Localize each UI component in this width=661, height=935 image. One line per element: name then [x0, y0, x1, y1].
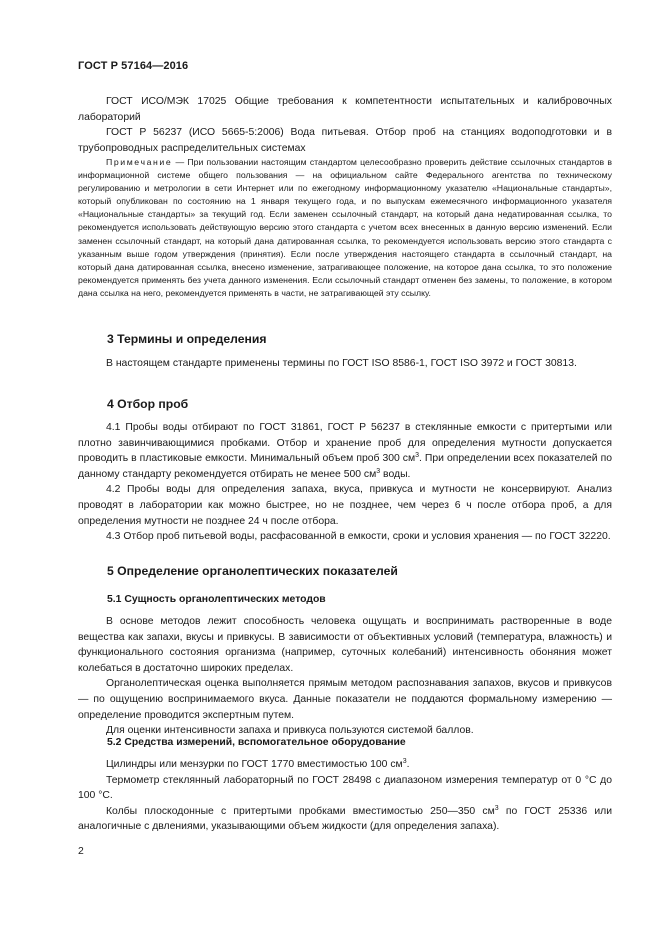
- subsection-5-1-body: [78, 614, 612, 739]
- paragraph-4-2: 4.2 Пробы воды для определения запаха, вкуса, привкуса и мутности не консервируют. Анализ проводят в лаборатории как можно быстрее, но не позднее, чем через 6 ч после отбора проб, а для определения мутности не позднее 24 ч после отбора.: [78, 484, 612, 527]
- paragraph: В основе методов лежит способность человека ощущать и воспринимать растворенные в воде вещества как запахи, вкусы и привкусы. В зависимости от объективных условий (температура, влажность) и функционального состояния организма (например, суточных колебаний) интенсивность обоняния может колебаться в достаточно широких пределах.: [78, 616, 612, 674]
- superscript: 3: [494, 804, 499, 812]
- note-label: Примечание: [106, 157, 173, 167]
- paragraph: [78, 804, 612, 835]
- paragraph-text: по ГОСТ 25336 или аналогичные с двлениями, указывающими объем жидкости (для определения запаха).: [78, 805, 612, 833]
- paragraph-4-1: [78, 420, 612, 482]
- paragraph-4-1-text: 4.1 Пробы воды отбирают по ГОСТ 31861, ГОСТ Р 56237 в стеклянные емкости с притертыми или плотно завинчивающимися пробками. Отбор и хранение проб для определения мутности допускается проводить в пластиковые емкости. Минимальный объем проб 300 см: [78, 422, 612, 465]
- paragraph: Органолептическая оценка выполняется прямым методом распознавания запахов, вкусов и привкусов — по ощущению воспринимаемого вкуса. Данные показатели не поддаются формальному измерению — определение проводится экспертным путем.: [78, 678, 612, 721]
- section-4-title: 4 Отбор проб: [107, 397, 189, 411]
- paragraph-4-1-text: воды.: [380, 468, 411, 480]
- section-3-paragraph: В настоящем стандарте применены термины по ГОСТ ISO 8586-1, ГОСТ ISO 3972 и ГОСТ 30813.: [106, 358, 577, 369]
- superscript: 3: [415, 452, 420, 460]
- paragraph-text: Цилиндры или мензурки по ГОСТ 1770 вместимостью 100 см: [106, 759, 403, 770]
- paragraph: Термометр стеклянный лабораторный по ГОСТ 28498 с диапазоном измерения температур от 0 °С до 100 °С.: [78, 774, 612, 802]
- paragraph-text: .: [406, 759, 410, 770]
- section-3-title: 3 Термины и определения: [107, 332, 267, 346]
- note-paragraph: [78, 156, 612, 300]
- subsection-5-1-title: 5.1 Сущность органолептических методов: [107, 594, 326, 605]
- paragraph: [78, 757, 612, 773]
- subsection-5-2-body: [78, 757, 612, 835]
- paragraph: Для оценки интенсивности запаха и привкуса пользуются системой баллов.: [106, 725, 474, 737]
- superscript: 3: [376, 467, 381, 475]
- section-3-body: [78, 356, 612, 372]
- document-code-header: ГОСТ Р 57164—2016: [78, 60, 189, 72]
- reference-item: ГОСТ Р 56237 (ИСО 5665-5:2006) Вода питьевая. Отбор проб на станциях водоподготовки и в трубопроводных распределительных системах: [78, 127, 612, 154]
- page-number: 2: [78, 846, 84, 857]
- reference-item: ГОСТ ИСО/МЭК 17025 Общие требования к компетентности испытательных и калибровочных лабораторий: [78, 96, 612, 123]
- paragraph-4-3: 4.3 Отбор проб питьевой воды, расфасованной в емкости, сроки и условия хранения — по ГОСТ 32220.: [106, 531, 611, 543]
- paragraph-text: Колбы плоскодонные с притертыми пробками вместимостью 250—350 см: [106, 805, 495, 817]
- superscript: 3: [402, 758, 407, 765]
- section-5-title: 5 Определение органолептических показателей: [107, 564, 398, 578]
- subsection-5-2-title: 5.2 Средства измерений, вспомогательное оборудование: [107, 737, 406, 748]
- note-block: [78, 156, 612, 300]
- section-4-body: [78, 420, 612, 545]
- paragraph-4-1-text: . При определении всех показателей по данному стандарту рекомендуется отбирать не менее 500 см: [78, 453, 612, 480]
- normative-references: [78, 94, 612, 156]
- note-text: — При пользовании настоящим стандартом целесообразно проверить действие ссылочных стандартов в информационной системе общего пользования — на официальном сайте Федерального агентства по техническому регулированию и метрологии в сети Интернет или по ежегодному информационному указателю «Национальные стандарты», который опубликован по состоянию на 1 января текущего года, и по выпускам ежемесячного информационного указателя «Национальные стандарты» за текущий год. Если заменен ссылочный стандарт, на который дана недатированная ссылка, то рекомендуется использовать действующую версию этого стандарта с учетом всех внесенных в данную версию изменений. Если заменен ссылочный стандарт, на который дана датированная ссылка, то рекомендуется использовать версию этого стандарта с указанным выше годом утверждения (принятия). Если после утверждения настоящего стандарта в ссылочный стандарт, на который дана датированная ссылка, внесено изменение, затрагивающее положение, на которое дана ссылка, то это положение рекомендуется применять без учета данного изменения. Если ссылочный стандарт отменен без замены, то положение, в котором дана ссылка на него, рекомендуется применять в части, не затрагивающей эту ссылку.: [78, 157, 612, 298]
